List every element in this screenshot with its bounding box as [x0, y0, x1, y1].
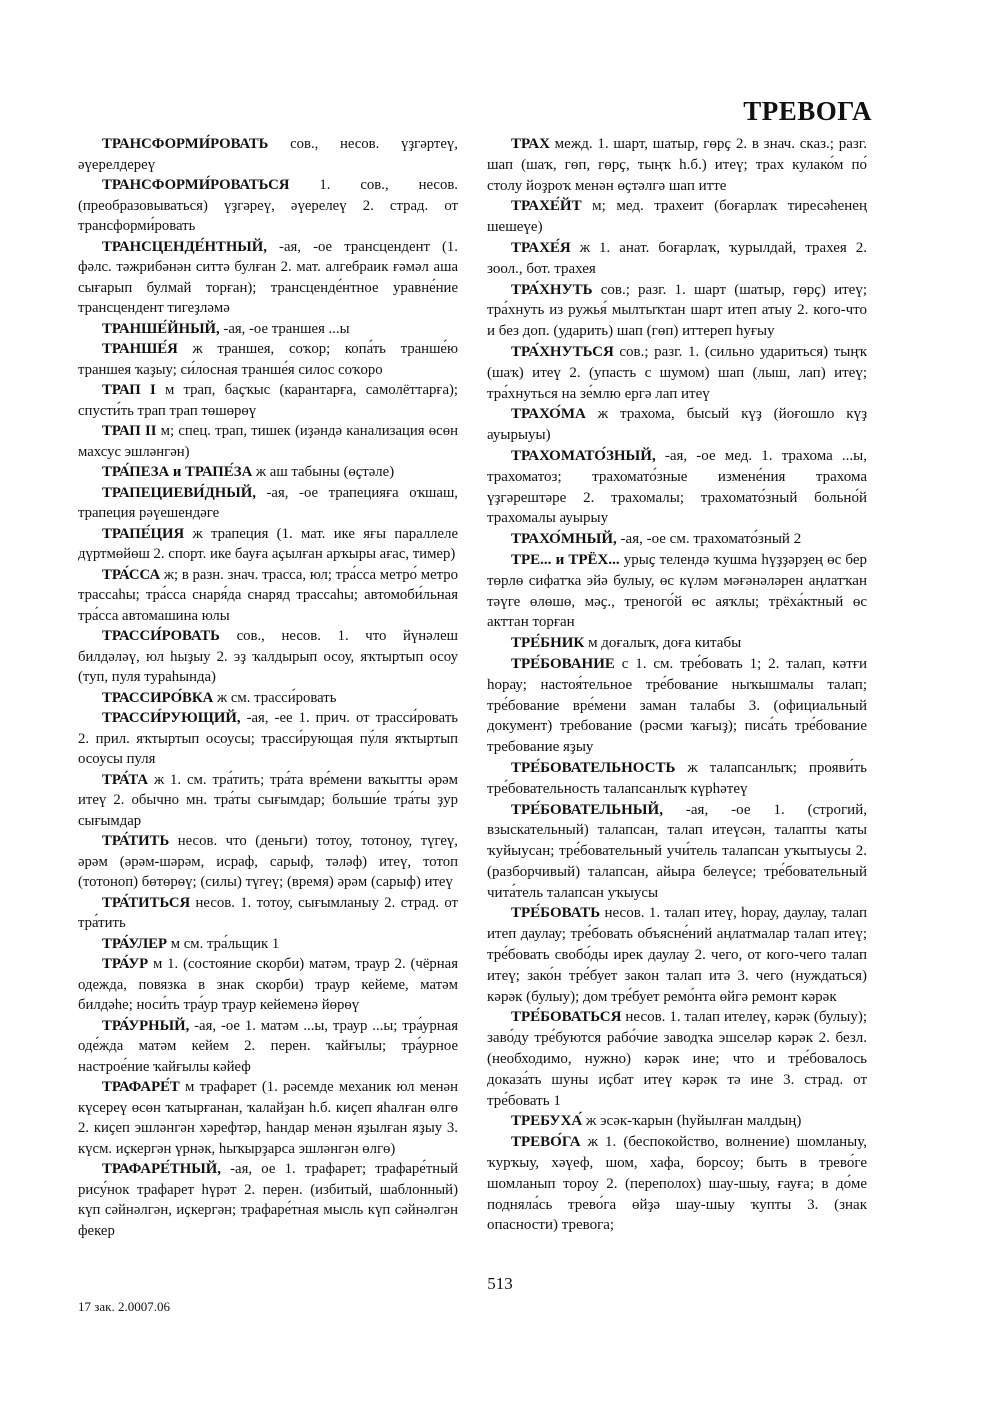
entry-definition: -ая, -ее 1. прич. от трасси́ровать 2. прил. яҡтыртып осоусы; трасси́рующая пу́ля яҡтыртып осоусы пуля	[78, 710, 458, 767]
dictionary-entry	[487, 1132, 867, 1236]
entry-headword: ТРЕ́БОВАТЕЛЬНЫЙ,	[511, 801, 663, 818]
entry-headword: ТРАПЕ́ЦИЯ	[102, 525, 185, 542]
entry-headword: ТРЕ... и ТРЁХ...	[511, 551, 620, 568]
entry-headword: ТРА́ТА	[102, 771, 149, 788]
entry-definition: -ая, -ое траншея ...ы	[219, 320, 350, 337]
entry-headword: ТРЕ́БОВАНИЕ	[511, 655, 615, 672]
dictionary-entry	[487, 1007, 867, 1111]
entry-headword: ТРА́ТИТЬ	[102, 833, 170, 849]
entry-definition: ж эсәк-ҡарын (һуйылған малдың)	[582, 1113, 802, 1130]
dictionary-entry	[487, 800, 867, 904]
entry-headword: ТРАФАРЕ́Т	[102, 1079, 180, 1095]
dictionary-entry	[78, 421, 458, 462]
running-head: ТРЕВОГА	[743, 96, 872, 126]
dictionary-entry	[487, 633, 867, 654]
entry-definition: несов. 1. талап ителеү, кәрәк (булыу); заво́ду тре́буются рабо́чие заводҡа эшселәр кәрәк 2. безл. (необходимо, нужно) кәрәк ине; что и тре́бовалось доказа́ть шуны иҫбат итеү кәрәк тә ине 3. страд. от тре́бовать 1	[487, 1009, 867, 1109]
dictionary-entry	[487, 758, 867, 800]
entry-headword: ТРАССИ́РОВАТЬ	[102, 628, 220, 644]
entry-headword: ТРЕ́БОВАТЕЛЬНОСТЬ	[511, 759, 676, 776]
dictionary-entry	[78, 626, 458, 688]
dictionary-entry	[487, 903, 867, 1007]
dictionary-entry	[487, 550, 867, 633]
entry-definition: урыҫ телендә ҡушма һүҙҙәрҙең өс бер төрлө сифатҡа эйә булыу, өс күләм мәғәнәләрен аңлатҡан тәүге өлөшө, мәҫ., треного́й өс аяҡлы; трёха́ктный өс акттан торған	[487, 551, 867, 631]
dictionary-entry	[487, 342, 867, 404]
entry-headword: ТРАНСФОРМИ́РОВАТЬ	[102, 136, 269, 152]
entry-definition: ж трахома, бысый күҙ (йоғошло күҙ ауырыуы)	[487, 406, 867, 444]
entry-headword: ТРАПЕЦИЕВИ́ДНЫЙ,	[102, 484, 256, 501]
entry-headword: ТРАХО́МА	[511, 406, 586, 423]
entry-definition: м трафарет (1. рәсемде механик юл менән күсереү өсөн ҡатырғанан, ҡалайҙан һ.б. киҫеп яһалған өлгө 2. киҫеп эшләнгән хәрефтәр, һандар менән яҙылған яҙыу 3. күсм. иҫкергән үрнәк, һыҡырҙарса эшләнгән өлгө)	[78, 1079, 458, 1157]
entry-definition: межд. 1. шарт, шатыр, гөрҫ 2. в знач. сказ.; разг. шап (шаҡ, гөп, гөрҫ, тыңҡ һ.б.) итеү; трах кулако́м по́ столу йоҙроҡ менән өҫтәлгә шап итте	[487, 136, 867, 194]
dictionary-entry	[487, 654, 867, 758]
dictionary-entry	[78, 237, 458, 319]
dictionary-entry	[78, 1159, 458, 1241]
left-column	[78, 134, 458, 1241]
entry-headword: ТРАССИ́РУЮЩИЙ,	[102, 710, 241, 726]
entry-definition: ж 1. см. тра́тить; тра́та вре́мени ваҡытты әрәм итеү 2. обычно мн. тра́ты сығымдар; больши́е тра́ты ҙур сығымдар	[78, 771, 458, 829]
dictionary-entry	[78, 339, 458, 380]
entry-definition: с 1. см. тре́бовать 1; 2. талап, кәтғи һорау; настоя́тельное тре́бование ныҡышмалы талап; тре́бование вре́мени заман талабы 3. (официальный документ) требование (рәсми ҡағыҙ); писа́ть тре́бование требование яҙыу	[487, 655, 867, 756]
entry-definition: ж траншея, соҡор; копа́ть транше́ю траншея ҡаҙыу; си́лосная транше́я силос соҡоро	[78, 341, 458, 378]
entry-definition: -ая, ое 1. трафарет; трафаре́тный рису́нок трафарет һүрәт 2. перен. (избитый, шаблонный) күп сәйнәлгән, иҫкергән; трафаре́тная мысль күп сәйнәлгән фекер	[78, 1161, 458, 1239]
dictionary-entry	[487, 446, 867, 529]
entry-definition: м доғалыҡ, доға китабы	[584, 635, 742, 652]
entry-headword: ТРАХО́МНЫЙ,	[511, 531, 617, 548]
entry-definition: м см. тра́льщик 1	[167, 935, 280, 952]
dictionary-entry	[78, 893, 458, 934]
entry-headword: ТРАП II	[102, 423, 157, 439]
entry-definition: несов. 1. талап итеү, һорау, даулау, талап итеп даулау; тре́бовать объясне́ний аңлатмалар талап итеү; тре́бовать свобо́ды ирек даулау 2. чего, от кого-чего талап итеү; зако́н тре́бует закон талап итә 3. чего (нуждаться) кәрәк (булыу); дом тре́бует ремо́нта өйгә ремонт кәрәк	[487, 905, 867, 1005]
entry-headword: ТРАХ	[511, 136, 550, 152]
entry-definition: сов., несов. 1. что йүнәлеш билдәләү, юл һыҙыу 2. эҙ ҡалдырып осоу, яҡтыртып осоу (туп, пуля тураһында)	[78, 628, 458, 685]
dictionary-entry	[487, 196, 867, 238]
entry-definition: ж талапсанлыҡ; прояви́ть тре́бовательность талапсанлыҡ күрһәтеү	[487, 759, 867, 797]
entry-headword: ТРЕБУХА́	[511, 1113, 583, 1130]
entry-headword: ТРА́ХНУТЬ	[511, 281, 593, 298]
entry-definition: сов.; разг. 1. шарт (шатыр, гөрҫ) итеү; тра́хнуть из ружья́ мылтыҡтан шарт итеп атыу 2. кого-что и без доп. (ударить) шап (гөп) иттереп һуғыу	[487, 281, 867, 340]
dictionary-entry	[78, 770, 458, 832]
entry-headword: ТРАССИРО́ВКА	[102, 689, 214, 706]
dictionary-entry	[78, 1077, 458, 1159]
entry-headword: ТРА́УРНЫЙ,	[102, 1017, 190, 1034]
dictionary-entry	[78, 483, 458, 524]
dictionary-entry	[78, 831, 458, 893]
entry-definition: -ая, -ое 1. матәм ...ы, траур ...ы; тра́урная оде́жда матәм кейем 2. перен. ҡайғылы; тра́урное настрое́ние ҡайғылы кәйеф	[78, 1017, 458, 1075]
entry-headword: ТРАНШЕ́ЙНЫЙ,	[102, 320, 220, 337]
page-number: 513	[487, 1274, 513, 1293]
entry-headword: ТРАФАРЕ́ТНЫЙ,	[102, 1161, 221, 1177]
entry-headword: ТРА́УР	[102, 956, 149, 972]
dictionary-entry	[487, 134, 867, 196]
dictionary-entry	[78, 954, 458, 1016]
dictionary-entry	[78, 688, 458, 709]
entry-definition: -ая, -ое см. трахомато́зный 2	[616, 531, 802, 548]
entry-definition: м; мед. трахеит (боғарлаҡ тиресәһенең шешеүе)	[487, 198, 867, 236]
entry-headword: ТРАХОМАТО́ЗНЫЙ,	[511, 447, 656, 464]
entry-definition: несов. 1. тотоу, сығымланыу 2. страд. от тра́тить	[78, 894, 458, 931]
dictionary-entry	[487, 1111, 867, 1132]
dictionary-entry	[78, 134, 458, 175]
entry-headword: ТРАНШЕ́Я	[102, 341, 178, 357]
entry-definition: ж см. трасси́ровать	[213, 689, 337, 706]
entry-headword: ТРА́УЛЕР	[102, 935, 168, 952]
dictionary-entry	[78, 934, 458, 955]
entry-headword: ТРЕ́БОВАТЬСЯ	[511, 1009, 622, 1026]
dictionary-entry	[487, 404, 867, 446]
entry-headword: ТРА́ССА	[102, 566, 161, 583]
entry-definition: 1. сов., несов. (преобразовываться) үҙгәреү, әүерелеү 2. страд. от трансформи́ровать	[78, 177, 458, 234]
dictionary-entry	[78, 462, 458, 483]
entry-definition: -ая, -ое 1. (строгий, взыскательный) талапсан, талап итеүсән, талапты ҡаты ҡуйыусан; тре́бовательный учи́тель талапсан уҡытыусы 2. (разборчивый) талапсан, айыра белеүсе; тре́бовательный чита́тель талапсан уҡыусы	[487, 801, 867, 901]
entry-definition: м 1. (состояние скорби) матәм, траур 2. (чёрная одежда, повязка в знак скорби) траур кейеме, матәм билдәһе; носи́ть тра́ур траур кейеменә йөрөү	[78, 956, 458, 1013]
dictionary-entry	[78, 319, 458, 340]
dictionary-entry	[78, 524, 458, 565]
entry-headword: ТРА́ПЕЗА и ТРАПЕ́ЗА	[102, 464, 253, 480]
dictionary-entry	[487, 280, 867, 342]
entry-headword: ТРЕ́БОВАТЬ	[511, 905, 601, 922]
entry-headword: ТРАХЕ́Я	[511, 239, 571, 256]
entry-definition: ж аш табыны (өҫтәле)	[252, 464, 395, 480]
entry-definition: -ая, -ое мед. 1. трахома ...ы, трахоматоз; трахомато́зные измене́ния трахома үҙгәрештәре 2. трахомалы; трахомато́зный больно́й трахомалы ауырыу	[487, 447, 867, 527]
entry-definition: -ая, -ое трансцендент (1. фәлс. тәжрибәнән ситтә булған 2. мат. алгебраик ғәмәл аша сығарып булмай торған); трансценде́нтное уравне́ние трансцендент тигеҙләмә	[78, 238, 458, 316]
dictionary-entry	[78, 1016, 458, 1078]
dictionary-entry	[78, 708, 458, 770]
entry-definition: сов., несов. үҙгәртеү, әүерелдереү	[78, 136, 458, 173]
entry-definition: ж 1. анат. боғарлаҡ, ҡурылдай, трахея 2. зоол., бот. трахея	[487, 239, 867, 277]
entry-headword: ТРАНСЦЕНДЕ́НТНЫЙ,	[102, 238, 267, 255]
entry-headword: ТРЕ́БНИК	[511, 635, 585, 652]
entry-headword: ТРАНСФОРМИ́РОВАТЬСЯ	[102, 177, 290, 193]
entry-headword: ТРА́ХНУТЬСЯ	[511, 343, 614, 360]
entry-headword: ТРАП I	[102, 382, 156, 398]
dictionary-entry	[78, 565, 458, 627]
entry-headword: ТРА́ТИТЬСЯ	[102, 894, 191, 911]
entry-headword: ТРЕВО́ГА	[511, 1134, 581, 1151]
entry-headword: ТРАХЕ́ЙТ	[511, 198, 582, 215]
right-column	[487, 134, 867, 1236]
entry-definition: м трап, баҫҡыс (карантарға, самолёттарға); спусти́ть трап трап төшөрөү	[78, 382, 458, 419]
entry-definition: ж трапеция (1. мат. ике яғы параллеле дүртмөйөш 2. спорт. ике бауға аҫылған арҡыры ағас, тимер)	[78, 525, 458, 562]
entry-definition: ж 1. (беспокойство, волнение) шомланыу, ҡурҡыу, хәүеф, шом, хафа, борсоу; быть в трево́ге шомланып тороу 2. (переполох) шау-шыу, ғауға; в до́ме подняла́сь трево́га өйҙә шау-шыу ҡупты 3. (знак опасности) тревога;	[487, 1134, 867, 1234]
entry-definition: -ая, -ое трапецияға оҡшаш, трапеция рәүешендәге	[78, 484, 458, 521]
printer-signature: 17 зак. 2.0007.06	[78, 1299, 170, 1314]
dictionary-entry	[78, 175, 458, 237]
entry-definition: несов. что (деньги) тотоу, тотоноу, түгеү, әрәм (әрәм-шәрәм, исраф, сарыф, тәләф) итеү, тотоп (тотоноп) бөтөрөү; (силы) түгеү; (время) әрәм (сарыф) итеү	[78, 833, 458, 890]
dictionary-entry	[487, 238, 867, 280]
entry-definition: сов.; разг. 1. (сильно удариться) тыңҡ (шаҡ) итеү 2. (упасть с шумом) шап (лыш, лап) итеү; тра́хнуться на зе́млю ергә лап итеү	[487, 343, 867, 402]
entry-definition: м; спец. трап, тишек (иҙәндә канализация өсөн махсус эшләнгән)	[78, 423, 458, 460]
dictionary-entry	[78, 380, 458, 421]
entry-definition: ж; в разн. знач. трасса, юл; тра́сса метро́ метро трассаһы; тра́сса снаря́да снаряд трассаһы; автомоби́льная тра́сса автомашина юлы	[78, 566, 458, 624]
dictionary-entry	[487, 529, 867, 550]
